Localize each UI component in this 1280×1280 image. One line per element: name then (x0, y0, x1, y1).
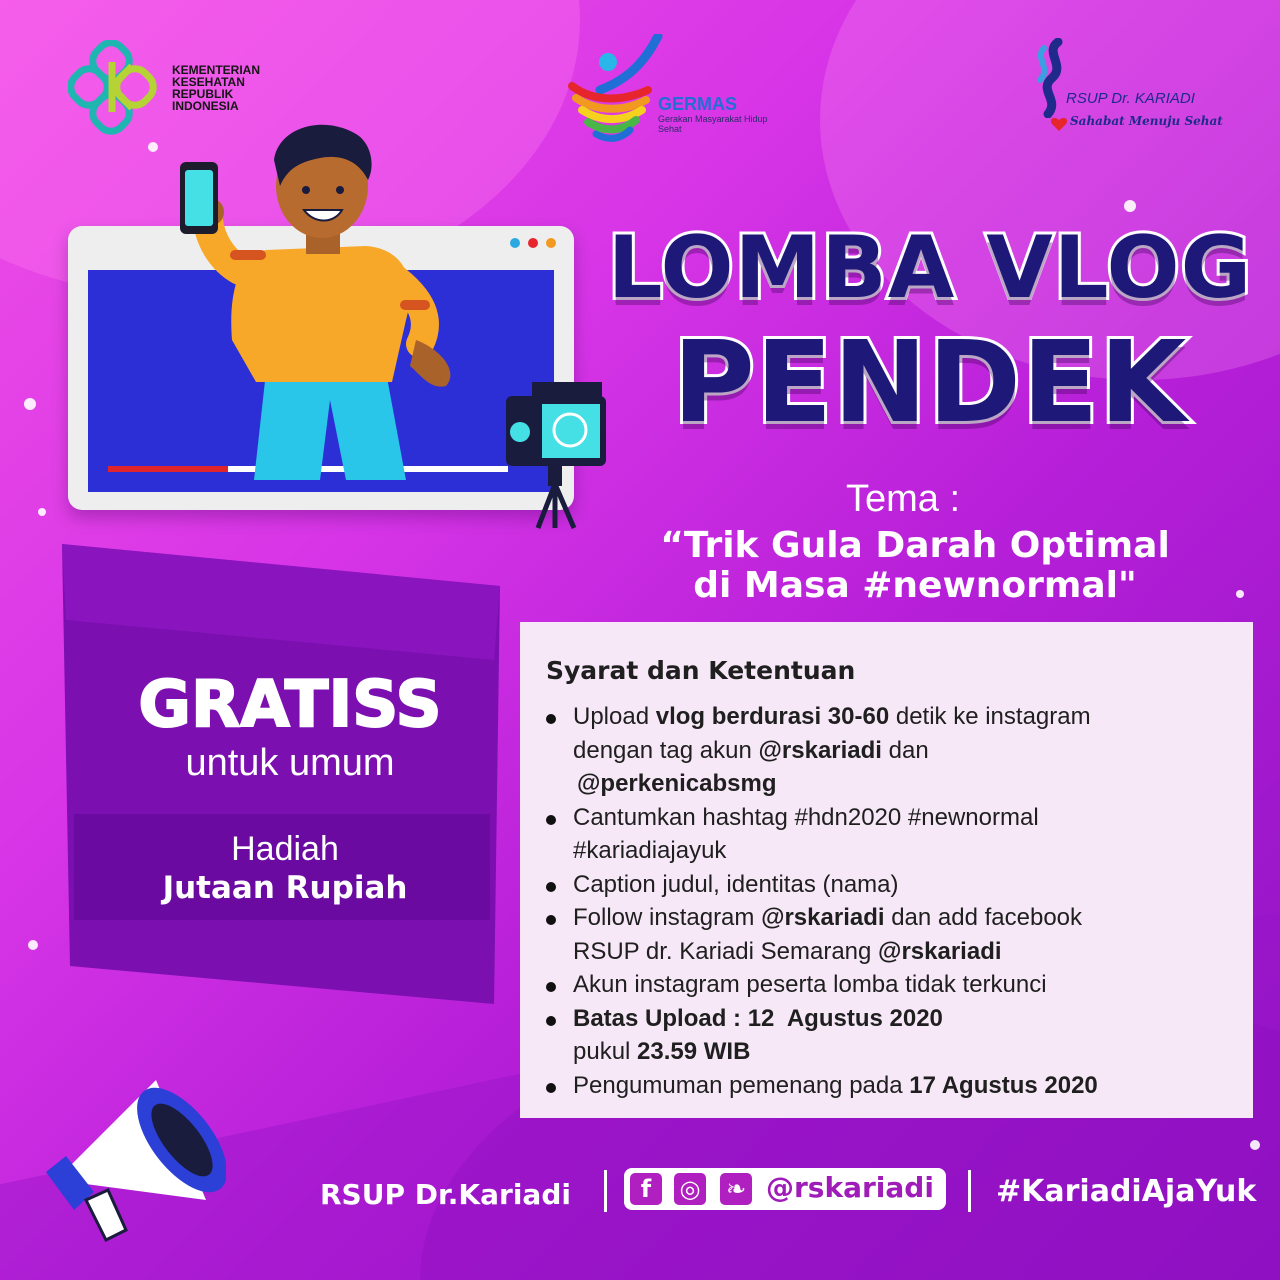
main-title-line2: PENDEK (672, 318, 1188, 448)
main-title-line1: LOMBA VLOG (607, 218, 1253, 318)
bg-dot (148, 142, 158, 152)
social-handle[interactable]: @rskariadi (766, 1171, 934, 1204)
megaphone-icon (36, 1060, 226, 1250)
facebook-icon[interactable]: f (630, 1173, 662, 1205)
term-text: Upload (573, 703, 656, 730)
footer-name: RSUP Dr.Kariadi (320, 1178, 571, 1211)
term-text: Caption judul, identitas (nama) (573, 870, 899, 898)
footer-divider (968, 1170, 971, 1212)
terms-box (520, 622, 1253, 1118)
prize-line1: Hadiah (231, 830, 339, 868)
footer-hashtag: #KariadiAjaYuk (996, 1174, 1257, 1209)
term-text-bold: @rskariadi (758, 736, 882, 764)
kariadi-logo (1026, 38, 1223, 128)
kariadi-name: RSUP Dr. KARIADI (1066, 90, 1195, 107)
promo-headline: GRATISS (138, 668, 442, 742)
term-text-bold: Batas Upload : 12 Agustus 2020 (573, 1004, 943, 1032)
kemenkes-text-line: KESEHATAN (172, 75, 245, 89)
germas-name: GERMAS (658, 94, 738, 114)
term-text-bold: @rskariadi (761, 904, 885, 931)
window-dot-orange (546, 238, 556, 248)
term-text: Follow instagram (573, 904, 762, 931)
terms-list (546, 700, 1236, 1102)
bg-dot (1236, 590, 1244, 598)
list-item (546, 868, 1236, 902)
kemenkes-emblem-icon (68, 40, 164, 136)
term-text: RSUP dr. Kariadi Semarang (573, 937, 879, 965)
heart-icon (1050, 116, 1068, 132)
vlogger-illustration (170, 120, 490, 480)
germas-emblem-icon (566, 34, 666, 144)
term-text: detik ke instagram (889, 703, 1091, 730)
term-text-bold: vlog berdurasi 30-60 (655, 703, 890, 730)
bg-dot (1124, 200, 1136, 212)
bg-dot (24, 398, 36, 410)
prize-line2: Jutaan Rupiah (162, 870, 408, 906)
term-text-bold: 23.59 WIB (637, 1038, 751, 1065)
term-text: Akun instagram peserta lomba tidak terkunci (573, 971, 1047, 998)
terms-title: Syarat dan Ketentuan (546, 656, 856, 685)
bg-dot (38, 508, 46, 516)
kariadi-tagline: Sahabat Menuju Sehat (1070, 114, 1223, 128)
term-text-bold: @rskariadi (878, 937, 1002, 965)
term-text: dengan tag akun (573, 736, 759, 764)
theme-text (610, 526, 1220, 606)
footer (0, 1160, 1280, 1220)
list-item (546, 1002, 1236, 1069)
kemenkes-text-line: REPUBLIK (172, 87, 234, 101)
bg-dot (28, 940, 38, 950)
twitter-icon[interactable]: ❧ (720, 1173, 752, 1205)
term-text: #kariadiajayuk (573, 837, 727, 864)
term-text: Pengumuman pemenang pada (573, 1071, 910, 1099)
list-item (546, 700, 1236, 801)
germas-logo (566, 34, 768, 148)
camera-icon (502, 380, 612, 530)
theme-line2: di Masa #newnormal" (693, 565, 1137, 606)
term-text: dan (881, 736, 929, 764)
term-text: Cantumkan hashtag #hdn2020 #newnormal (573, 803, 1039, 831)
theme-line1: “Trik Gula Darah Optimal (660, 525, 1170, 566)
social-handle-box[interactable] (624, 1168, 946, 1210)
term-text-bold: @perkenicabsmg (577, 770, 777, 797)
term-text: dan add facebook (884, 904, 1083, 931)
kemenkes-text-line: KEMENTERIAN (172, 63, 261, 77)
window-dot-blue (510, 238, 520, 248)
term-text-bold: 17 Agustus 2020 (909, 1071, 1098, 1099)
list-item (546, 801, 1236, 868)
theme-label: Tema : (846, 478, 961, 520)
term-text: pukul (573, 1038, 638, 1065)
footer-divider (604, 1170, 607, 1212)
promo-subline: untuk umum (185, 742, 395, 784)
instagram-icon[interactable]: ◎ (674, 1173, 706, 1205)
list-item (546, 901, 1236, 968)
window-dot-red (528, 238, 538, 248)
list-item (546, 968, 1236, 1002)
list-item (546, 1069, 1236, 1103)
germas-subtitle: Gerakan Masyarakat Hidup Sehat (658, 114, 768, 134)
kemenkes-text-line: INDONESIA (172, 99, 239, 113)
bg-dot (1250, 1140, 1260, 1150)
